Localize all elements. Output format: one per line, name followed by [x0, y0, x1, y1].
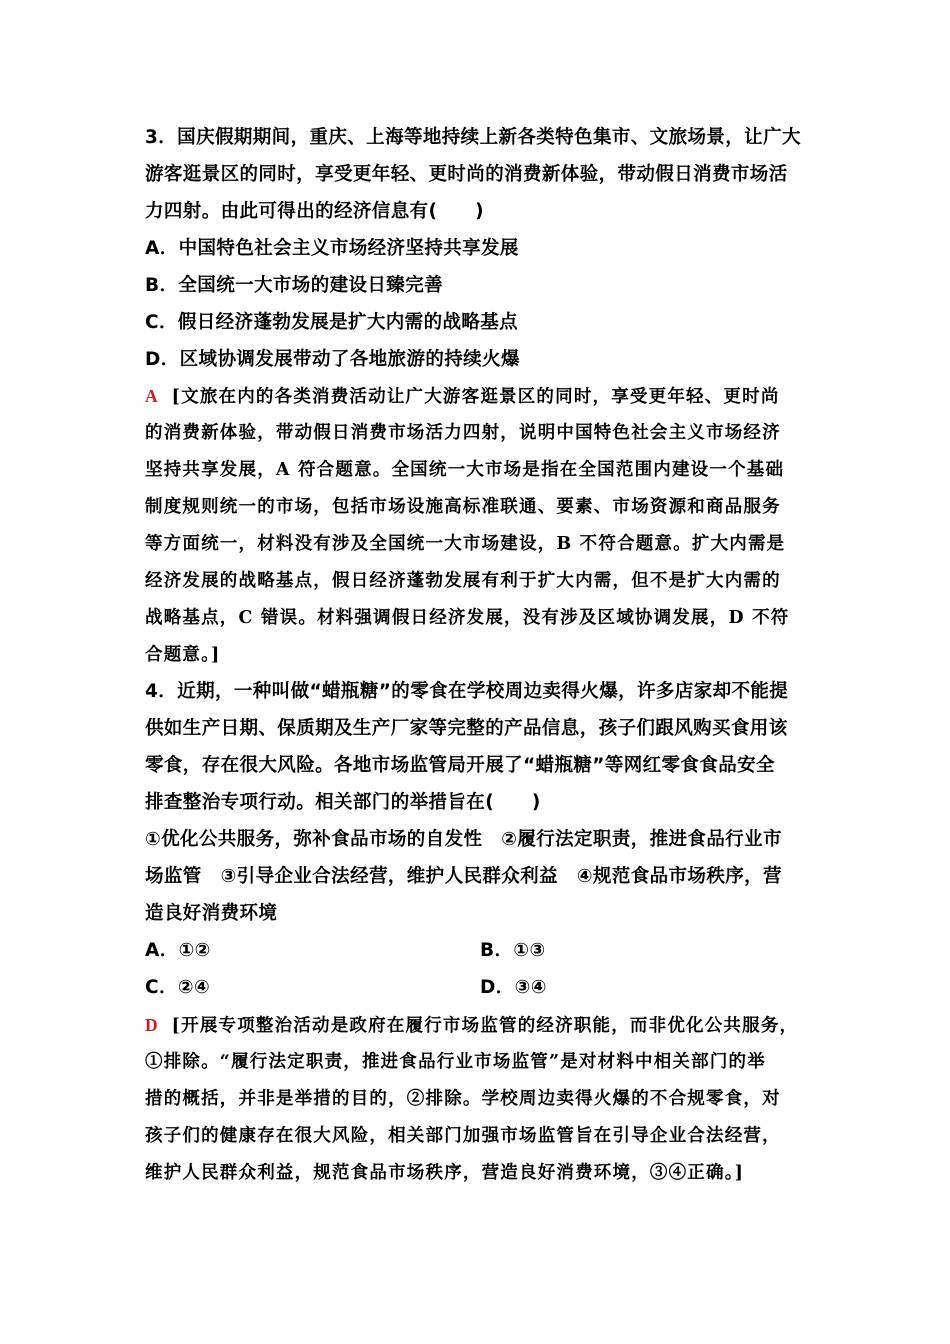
q3-analysis-line-1 [145, 383, 825, 410]
q4-analysis-line-5: 维护人民群众利益，规范食品市场秩序，营造良好消费环境，③④正确。] [145, 1163, 745, 1183]
q4-option-a: A．①② [145, 940, 211, 961]
q4-statements-line-2: 场监管 ③引导企业合法经营，维护人民群众利益 ④规范食品市场秩序，营 [145, 866, 782, 887]
q3-analysis-text-1: [文旅在内的各类消费活动让广大游客逛景区的同时，享受更年轻、更时尚 [171, 387, 780, 407]
q4-analysis-line-2: ①排除。“履行法定职责，推进食品行业市场监管”是对材料中相关部门的举 [145, 1052, 766, 1072]
q3-option-c: C．假日经济蓬勃发展是扩大内需的战略基点 [145, 312, 519, 333]
q3-analysis-line-8: 合题意。] [145, 645, 221, 665]
q4-analysis-line-3: 措的概括，并非是举措的目的，②排除。学校周边卖得火爆的不合规零食，对 [145, 1089, 781, 1109]
q3-option-b: B．全国统一大市场的建设日臻完善 [145, 275, 444, 296]
q3-analysis-line-2: 的消费新体验，带动假日消费市场活力四射，说明中国特色社会主义市场经济 [145, 423, 781, 443]
q4-stem-line-3: 零食，存在很大风险。各地市场监管局开展了“蜡瓶糖”等网红零食食品安全 [145, 755, 775, 776]
q3-analysis-line-6: 经济发展的战略基点，假日经济蓬勃发展有利于扩大内需，但不是扩大内需的 [145, 571, 781, 591]
q4-option-d: D．③④ [480, 977, 547, 998]
q4-stem-line-2: 供如生产日期、保质期及生产厂家等完整的产品信息，孩子们跟风购买食用该 [145, 718, 788, 739]
q4-statements-line-3: 造良好消费环境 [145, 903, 278, 924]
q4-analysis-line-1 [145, 1012, 825, 1039]
q3-analysis-line-3: 坚持共享发展，A 符合题意。全国统一大市场是指在全国范围内建设一个基础 [145, 460, 785, 480]
q3-stem-line-2: 游客逛景区的同时，享受更年轻、更时尚的消费新体验，带动假日消费市场活 [145, 164, 788, 185]
q4-analysis-text-1: [开展专项整治活动是政府在履行市场监管的经济职能，而非优化公共服务， [171, 1016, 799, 1036]
q3-analysis-line-4: 制度规则统一的市场，包括市场设施高标准联通、要素、市场资源和商品服务 [145, 497, 781, 517]
q3-answer-letter: A [145, 386, 158, 406]
q4-statements-line-1: ①优化公共服务，弥补食品市场的自发性 ②履行法定职责，推进食品行业市 [145, 829, 782, 850]
q3-stem-line-3: 力四射。由此可得出的经济信息有( ) [145, 201, 485, 222]
q4-stem-line-4: 排查整治专项行动。相关部门的举措旨在( ) [145, 792, 541, 813]
q4-answer-letter: D [145, 1015, 158, 1035]
q4-analysis-line-4: 孩子们的健康存在很大风险，相关部门加强市场监管旨在引导企业合法经营， [145, 1126, 781, 1146]
q4-option-c: C．②④ [145, 977, 211, 998]
q4-stem-line-1: 4．近期，一种叫做“蜡瓶糖”的零食在学校周边卖得火爆，许多店家却不能提 [145, 681, 789, 702]
q4-option-b: B．①③ [480, 940, 546, 961]
q3-stem-line-1: 3．国庆假期期间，重庆、上海等地持续上新各类特色集市、文旅场景，让广大 [145, 127, 801, 148]
q3-analysis-line-5: 等方面统一，材料没有涉及全国统一大市场建设，B 不符合题意。扩大内需是 [145, 534, 786, 554]
q3-option-d: D．区域协调发展带动了各地旅游的持续火爆 [145, 349, 520, 370]
q3-analysis-line-7: 战略基点，C 错误。材料强调假日经济发展，没有涉及区域协调发展，D 不符 [145, 608, 790, 628]
q3-option-a: A．中国特色社会主义市场经济坚持共享发展 [145, 238, 519, 259]
